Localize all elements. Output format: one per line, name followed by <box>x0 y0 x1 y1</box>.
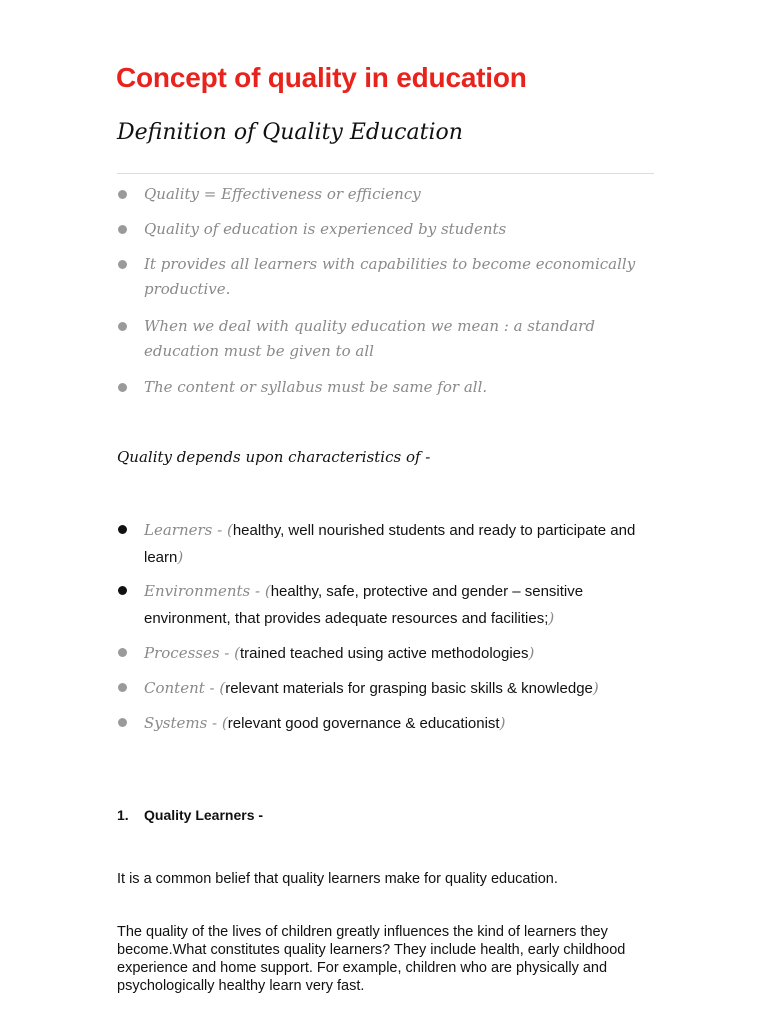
characteristic-detail: healthy, safe, protective and gender – sensitive environment, that provides adequate resources and facilities; <box>144 583 584 627</box>
bullet-icon <box>118 525 127 534</box>
bullet-icon <box>118 718 127 727</box>
definition-text: Quality = Effectiveness or efficiency <box>144 185 421 203</box>
characteristic-text <box>144 710 664 737</box>
characteristic-term: Environments - ( <box>144 582 271 600</box>
characteristic-detail: relevant good governance & educationist <box>227 715 500 732</box>
bullet-icon <box>118 383 127 392</box>
closing-paren: ) <box>528 644 535 662</box>
closing-paren: ) <box>592 679 599 697</box>
characteristic-term: Processes - ( <box>144 644 240 662</box>
bullet-icon <box>118 683 127 692</box>
bullet-icon <box>118 322 127 331</box>
closing-paren: ) <box>177 548 184 566</box>
section-number: 1. <box>117 807 129 823</box>
closing-paren: ) <box>499 714 506 732</box>
divider-rule <box>117 173 654 174</box>
document-title: Concept of quality in education <box>116 62 527 93</box>
body-paragraph: It is a common belief that quality learners make for quality education. <box>117 871 558 887</box>
characteristic-detail: relevant materials for grasping basic skills & knowledge <box>225 680 593 697</box>
definition-text: It provides all learners with capabilities to become economically productive. <box>144 255 636 298</box>
characteristic-detail: healthy, well nourished students and ready to participate and learn <box>144 522 636 566</box>
document-subtitle: Definition of Quality Education <box>117 120 463 145</box>
bullet-icon <box>118 190 127 199</box>
characteristic-term: Content - ( <box>144 679 226 697</box>
definition-text: When we deal with quality education we mean : a standard education must be given to all <box>144 317 595 360</box>
definition-text: Quality of education is experienced by students <box>144 220 507 238</box>
bullet-icon <box>118 648 127 657</box>
characteristic-term: Learners - ( <box>144 521 233 539</box>
characteristic-text <box>144 578 624 632</box>
definition-text: The content or syllabus must be same for all. <box>144 378 488 396</box>
characteristics-heading: Quality depends upon characteristics of - <box>117 448 431 466</box>
characteristic-term: Systems - ( <box>144 714 228 732</box>
closing-paren: ) <box>548 609 555 627</box>
bullet-icon <box>118 260 127 269</box>
characteristic-detail: trained teached using active methodologies <box>240 645 529 662</box>
characteristic-text <box>144 640 664 667</box>
characteristic-text <box>144 675 664 702</box>
bullet-icon <box>118 225 127 234</box>
body-paragraph: The quality of the lives of children greatly influences the kind of learners they become.What constitutes quality learners? They include health, early childhood experience and home support. For example, children who are physically and psychologically healthy learn very fast. <box>117 924 626 994</box>
section-title: Quality Learners - <box>144 807 264 823</box>
characteristic-text <box>144 517 659 571</box>
bullet-icon <box>118 586 127 595</box>
